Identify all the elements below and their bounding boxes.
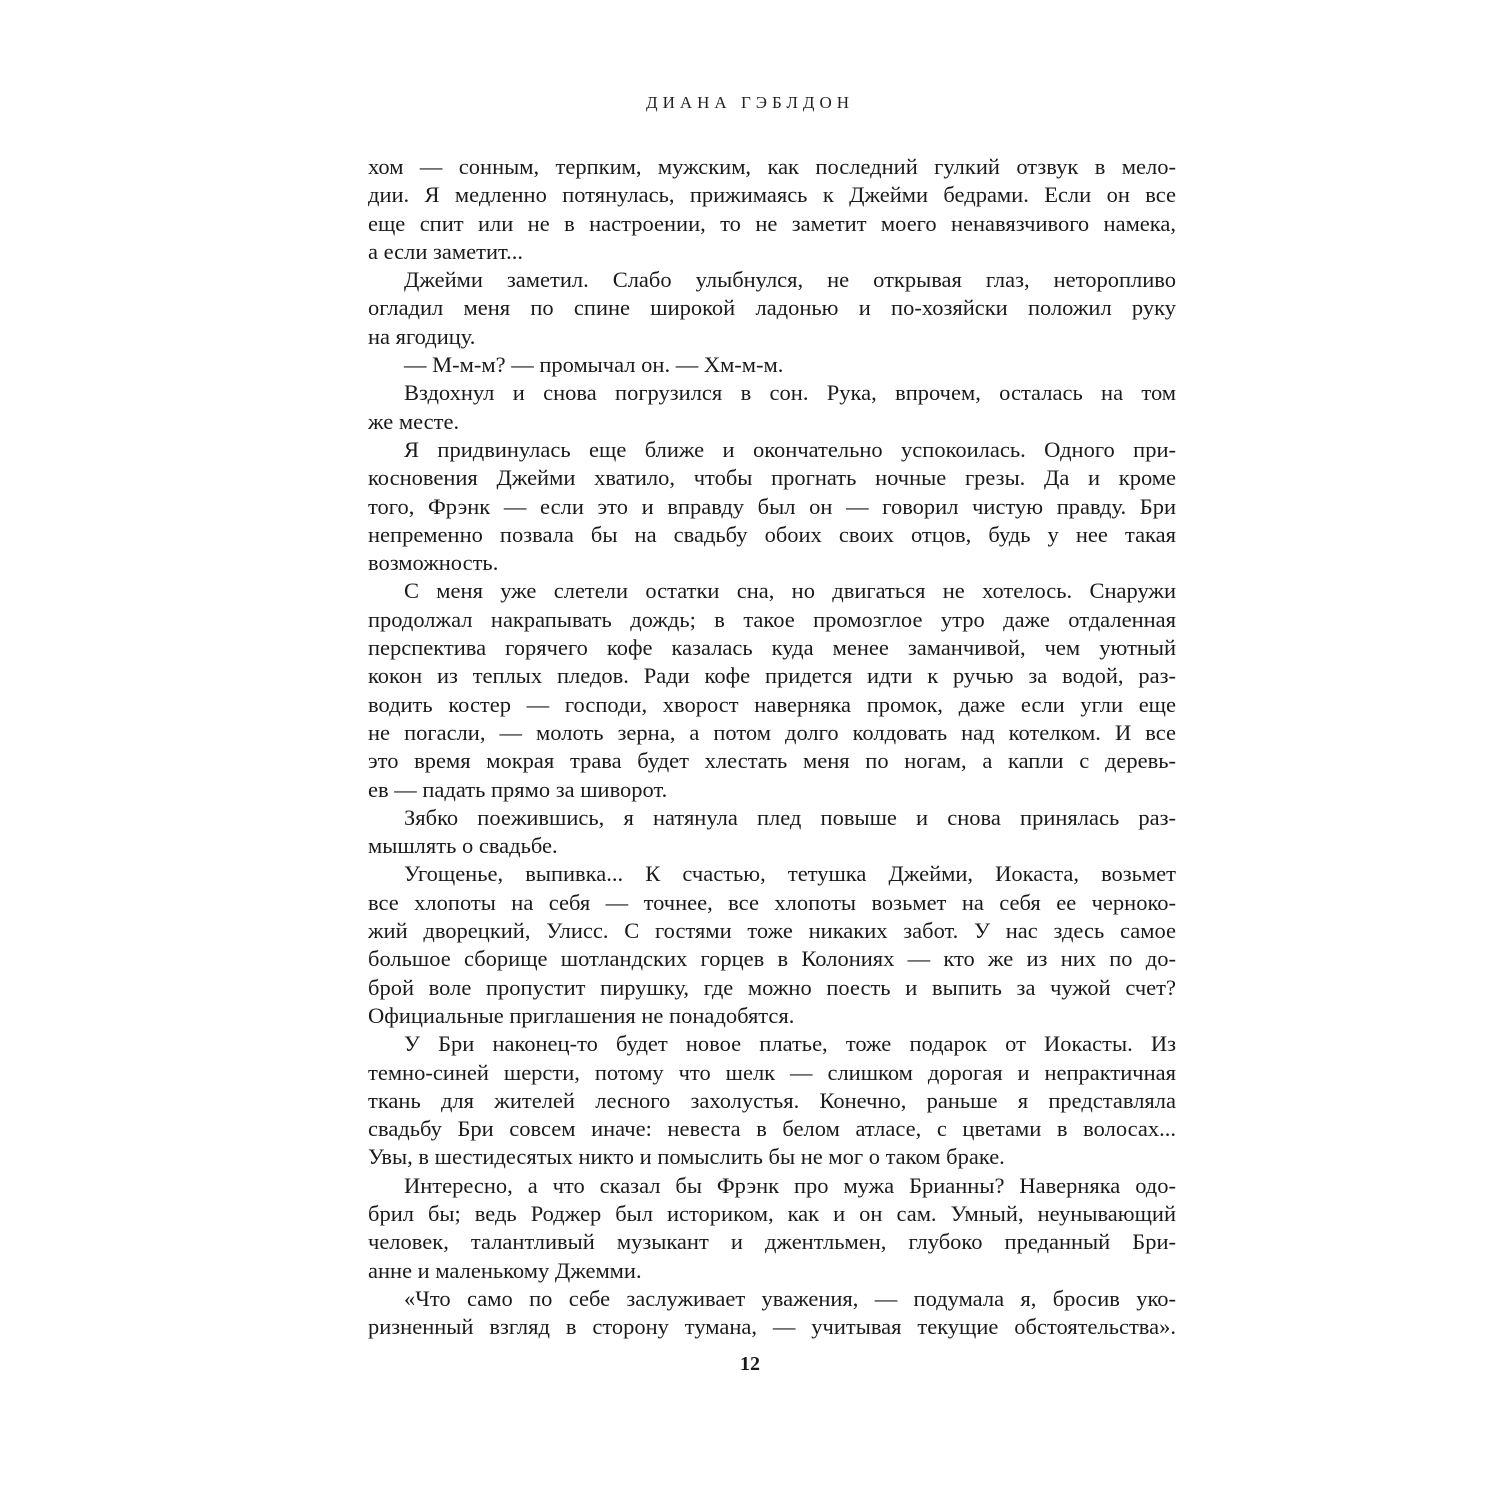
text-line: темно-синей шерсти, потому что шелк — слишком дорогая и непрактичная — [368, 1059, 1176, 1085]
text-line: еще спит или не в настроении, то не заметит моего ненавязчивого намека, — [368, 210, 1176, 236]
text-line: на ягодицу. — [368, 323, 476, 349]
text-line: все хлопоты на себя — точнее, все хлопоты возьмет на себя ее чернoко- — [368, 889, 1176, 915]
text-line: продолжал накрапывать дождь; в такое промозглое утро даже отдаленная — [368, 606, 1176, 632]
text-line: большое сборище шотландских горцев в Колониях — кто же из них по до- — [368, 946, 1176, 972]
text-line: Официальные приглашения не понадобятся. — [368, 1002, 795, 1028]
text-line: брой воле пропустит пирушку, где можно поесть и выпить за чужой счет? — [368, 974, 1176, 1000]
running-head-author: ДИАНА ГЭБЛДОН — [645, 93, 855, 112]
text-line: того, Фрэнк — если это и вправду был он — говорил чистую правду. Бри — [368, 493, 1176, 519]
text-line: — М-м-м? — промычал он. — Хм-м-м. — [404, 352, 784, 378]
text-line: хом — сонным, терпким, мужским, как последний гулкий отзвук в мело- — [368, 154, 1176, 179]
text-line: огладил меня по спине широкой ладонью и по-хозяйски положил руку — [368, 295, 1176, 321]
text-line: перспектива горячего кофе казалась куда менее заманчивой, чем уютный — [368, 635, 1176, 661]
text-line: Я придвинулась еще ближе и окончательно успокоилась. Одного при- — [404, 436, 1176, 462]
text-line: это время мокрая трава будет хлестать меня по ногам, а капли с деревь- — [368, 748, 1176, 774]
text-line: же месте. — [368, 408, 460, 434]
text-line: мышлять о свадьбе. — [368, 833, 558, 859]
body-text — [368, 153, 1176, 1341]
text-line: У Бри наконец-то будет новое платье, тоже подарок от Иокасты. Из — [404, 1031, 1176, 1057]
text-line: Угощенье, выпивка... К счастью, тетушка Джейми, Иокаста, возьмет — [404, 861, 1176, 887]
text-line: возможность. — [368, 550, 499, 576]
text-line: Джейми заметил. Слабо улыбнулся, не открывая глаз, неторопливо — [404, 267, 1176, 293]
text-line: кокон из теплых пледов. Ради кофе придется идти к ручью за водой, раз- — [368, 663, 1176, 689]
text-line: брил бы; ведь Роджер был историком, как и он сам. Умный, неунывающий — [368, 1200, 1176, 1226]
text-line: а если заметит... — [368, 238, 524, 264]
text-line: жий дворецкий, Улисс. С гостями тоже никаких забот. У нас здесь самое — [368, 918, 1176, 944]
text-line: Зябко поежившись, я натянула плед повыше и снова принялась раз- — [404, 804, 1176, 830]
text-line: ткань для жителей лесного захолустья. Конечно, раньше я представляла — [368, 1087, 1176, 1113]
text-line: водить костер — господи, хворост наверняка промок, даже если угли еще — [368, 691, 1176, 717]
text-line: С меня уже слетели остатки сна, но двигаться не хотелось. Снаружи — [404, 578, 1176, 604]
text-line: не погасли, — молоть зерна, а потом долго колдовать над котелком. И все — [368, 719, 1176, 745]
text-line: дии. Я медленно потянулась, прижимаясь к Джейми бедрами. Если он все — [368, 182, 1176, 208]
text-line: Увы, в шестидесятых никто и помыслить бы не мог о таком браке. — [368, 1144, 1005, 1170]
text-line: Вздохнул и снова погрузился в сон. Рука, впрочем, осталась на том — [404, 380, 1176, 406]
text-line: человек, талантливый музыкант и джентльмен, глубоко преданный Бри- — [368, 1229, 1176, 1255]
text-line: анне и маленькому Джемми. — [368, 1257, 642, 1283]
text-line: ризненный взгляд в сторону тумана, — учитывая текущие обстоятельства». — [368, 1314, 1176, 1340]
text-line: косновения Джейми хватило, чтобы прогнать ночные грезы. Да и кроме — [368, 465, 1176, 491]
page-number: 12 — [740, 1353, 760, 1375]
text-line: свадьбу Бри совсем иначе: невеста в белом атласе, с цветами в волосах... — [368, 1116, 1176, 1142]
text-line: ев — падать прямо за шиворот. — [368, 776, 668, 802]
text-line: «Что само по себе заслуживает уважения, — подумала я, бросив уко- — [404, 1285, 1176, 1311]
text-line: Интересно, а что сказал бы Фрэнк про мужа Брианны? Наверняка одо- — [404, 1172, 1176, 1198]
text-line: непременно позвала бы на свадьбу обоих своих отцов, будь у нее такая — [368, 521, 1176, 547]
